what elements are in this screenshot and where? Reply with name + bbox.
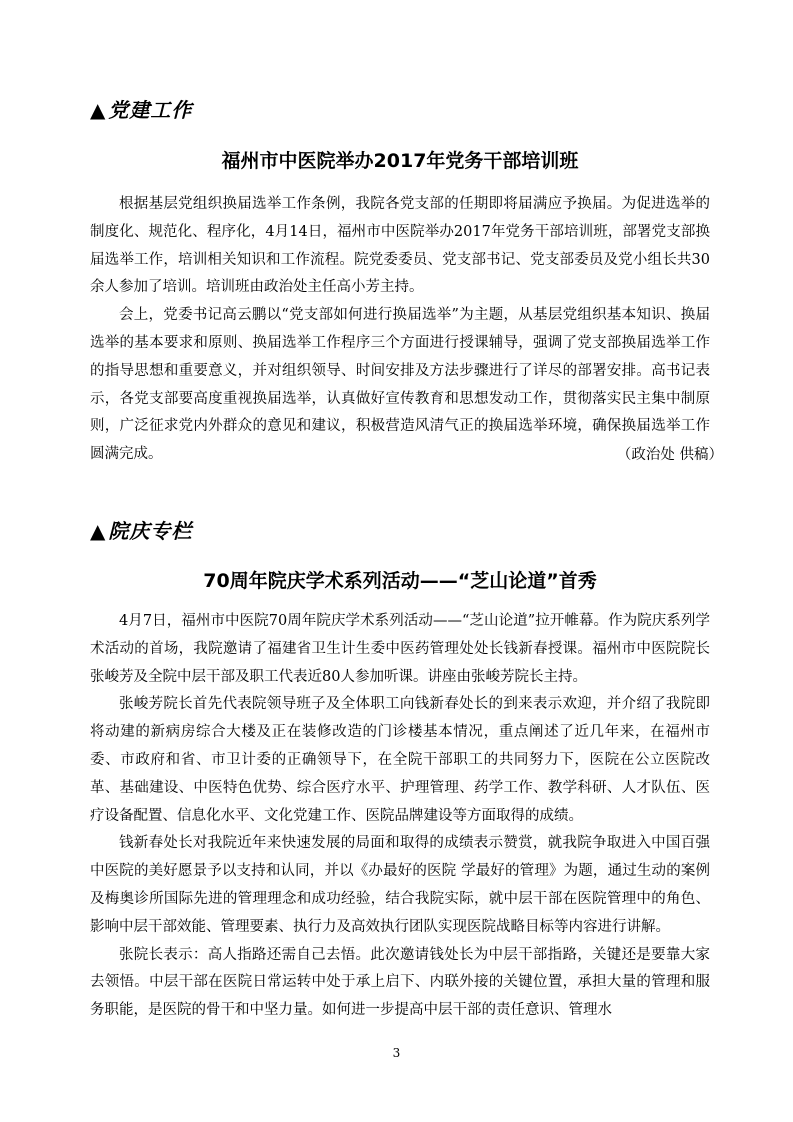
- section-heading-label: 党建工作: [108, 98, 193, 122]
- page-number: 3: [392, 1046, 401, 1060]
- triangle-marker-icon: ▲: [90, 519, 107, 543]
- article-body: [90, 191, 710, 469]
- paragraph: 会上，党委书记高云鹏以“党支部如何进行换届选举”为主题，从基层党组织基本知识、换届选举的基本要求和原则、换届选举工作程序三个方面进行授课辅导，强调了党支部换届选举工作的指导思想和重要意义，并对组织领导、时间安排及方法步骤进行了详尽的部署安排。高书记表示，各党支部要高度重视换届选举，认真做好宣传教育和思想发动工作，贯彻落实民主集中制原则，广泛征求党内外群众的意见和建议，积极营造风清气正的换届选举环境，确保换届选举工作圆满完成。: [90, 307, 710, 463]
- section-heading-label: 院庆专栏: [108, 519, 193, 543]
- section-heading-anniversary: [90, 515, 192, 544]
- article-body: [90, 608, 710, 1025]
- paragraph: 4月7日，福州市中医院70周年院庆学术系列活动——“芝山论道”拉开帷幕。作为院庆系列学术活动的首场，我院邀请了福建省卫生计生委中医药管理处处长钱新春授课。福州市中医院院长张峻芳及全院中层干部及职工代表近80人参加听课。讲座由张峻芳院长主持。: [90, 613, 710, 685]
- article-title: 70周年院庆学术系列活动——“芝山论道”首秀: [203, 570, 597, 592]
- triangle-marker-icon: ▲: [90, 98, 107, 122]
- paragraph: 张院长表示：高人指路还需自己去悟。此次邀请钱处长为中层干部指路，关键还是要靠大家去领悟。中层干部在医院日常运转中处于承上启下、内联外接的关键位置，承担大量的管理和服务职能，是医院的骨干和中坚力量。如何进一步提高中层干部的责任意识、管理水: [90, 946, 710, 1019]
- section-heading-party-building: [90, 94, 192, 123]
- paragraph: 张峻芳院长首先代表院领导班子及全体职工向钱新春处长的到来表示欢迎，并介绍了我院即将动建的新病房综合大楼及正在装修改造的门诊楼基本情况，重点阐述了近几年来，在福州市委、市政府和省、市卫计委的正确领导下，在全院干部职工的共同努力下，医院在公立医院改革、基础建设、中医特色优势、综合医疗水平、护理管理、药学工作、教学科研、人才队伍、医疗设备配置、信息化水平、文化党建工作、医院品牌建设等方面取得的成绩。: [90, 696, 710, 824]
- paragraph: 钱新春处长对我院近年来快速发展的局面和取得的成绩表示赞赏，就我院争取进入中国百强中医院的美好愿景予以支持和认同，并以《办最好的医院 学最好的管理》为题，通过生动的案例及梅奥诊所国际先进的管理理念和成功经验，结合我院实际，就中层干部在医院管理中的角色、影响中层干部效能、管理要素、执行力及高效执行团队实现医院战略目标等内容进行讲解。: [90, 835, 710, 935]
- article-title: 福州市中医院举办2017年党务干部培训班: [221, 150, 579, 172]
- article-source: （政治处 供稿）: [616, 447, 723, 463]
- paragraph: 根据基层党组织换届选举工作条例，我院各党支部的任期即将届满应予换届。为促进选举的制度化、规范化、程序化，4月14日，福州市中医院举办2017年党务干部培训班，部署党支部换届选举工作，培训相关知识和工作流程。院党委委员、党支部书记、党支部委员及党小组长共30余人参加了培训。培训班由政治处主任高小芳主持。: [90, 196, 710, 296]
